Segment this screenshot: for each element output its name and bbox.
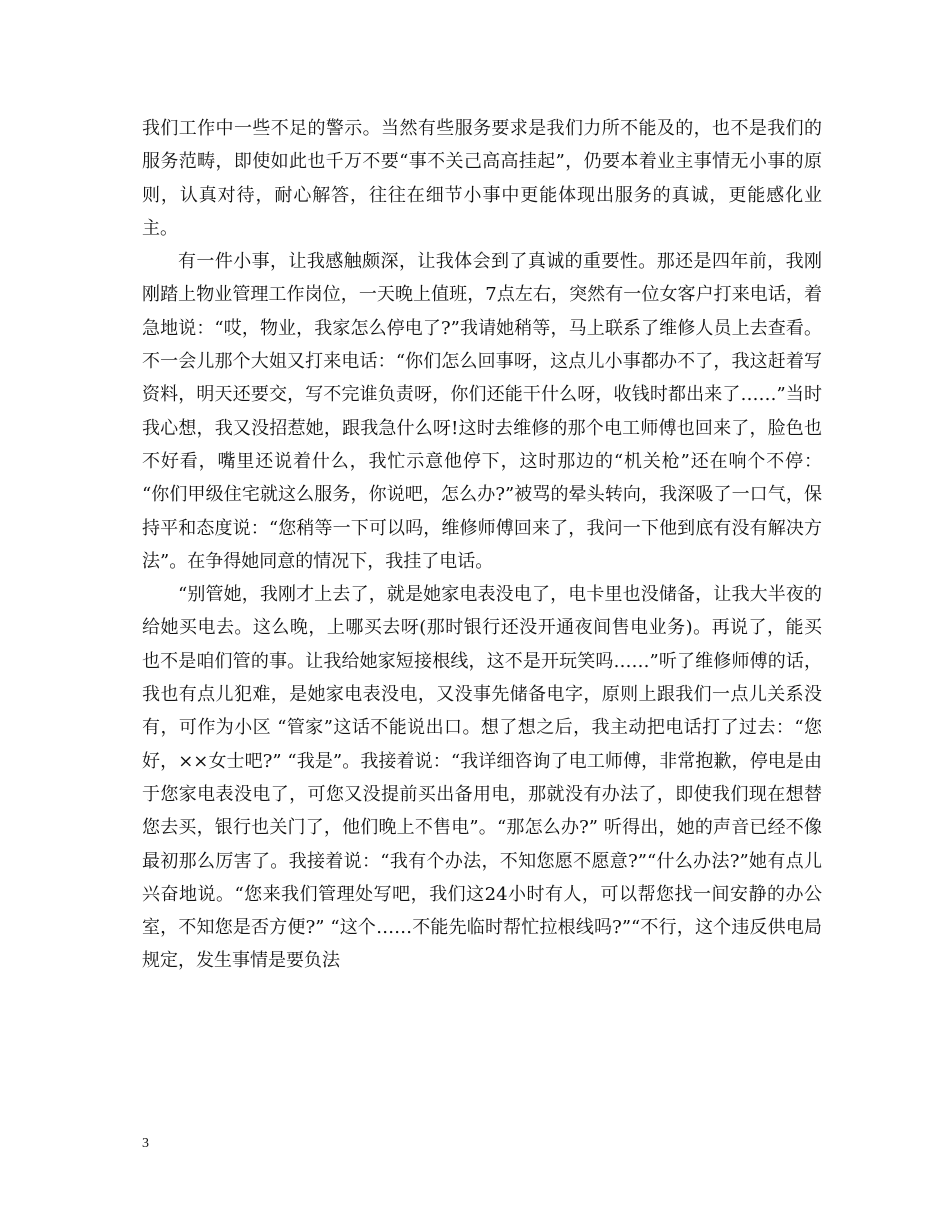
paragraph-3: “别管她，我刚才上去了，就是她家电表没电了，电卡里也没储备，让我大半夜的给她买电去。这么晚，上哪买去呀(那时银行还没开通夜间售电业务)。再说了，能买也不是咱们管的事。让我给她家短接根线，这不是开玩笑吗……”听了维修师傅的话，我也有点儿犯难，是她家电表没电，又没事先储备电字，原则上跟我们一点儿关系没有，可作为小区 “管家”这话不能说出口。想了想之后，我主动把电话打了过去：“您好，××女士吧?” “我是”。我接着说：“我详细咨询了电工师傅，非常抱歉，停电是由于您家电表没电了，可您又没提前买出备用电，那就没有办法了，即使我们现在想替您去买，银行也关门了，他们晚上不售电”。“那怎么办?” 听得出，她的声音已经不像最初那么厉害了。我接着说：“我有个办法，不知您愿不愿意?”“什么办法?”她有点儿兴奋地说。“您来我们管理处写吧，我们这24小时有人，可以帮您找一间安静的办公室，不知您是否方便?” “这个……不能先临时帮忙拉根线吗?”“不行，这个违反供电局规定，发生事情是要负法 [142,584,822,972]
paragraph-1: 我们工作中一些不足的警示。当然有些服务要求是我们力所不能及的，也不是我们的服务范畴，即使如此也千万不要“事不关己高高挂起”，仍要本着业主事情无小事的原则，认真对待，耐心解答，往往在细节小事中更能体现出服务的真诚，更能感化业主。 [142,118,822,239]
paragraph-2: 有一件小事，让我感触颇深，让我体会到了真诚的重要性。那还是四年前，我刚刚踏上物业管理工作岗位，一天晚上值班，7点左右，突然有一位女客户打来电话，着急地说：“哎，物业，我家怎么停电了?”我请她稍等，马上联系了维修人员上去查看。不一会儿那个大姐又打来电话：“你们怎么回事呀，这点儿小事都办不了，我这赶着写资料，明天还要交，写不完谁负责呀，你们还能干什么呀，收钱时都出来了……”当时我心想，我又没招惹她，跟我急什么呀!这时去维修的那个电工师傅也回来了，脸色也不好看，嘴里还说着什么，我忙示意他停下，这时那边的“机关枪”还在响个不停： “你们甲级住宅就这么服务，你说吧，怎么办?”被骂的晕头转向，我深吸了一口气，保持平和态度说：“您稍等一下可以吗，维修师傅回来了，我问一下他到底有没有解决方法”。在争得她同意的情况下，我挂了电话。 [142,251,822,572]
document-body [142,112,822,978]
page-number: 3 [142,1136,149,1151]
